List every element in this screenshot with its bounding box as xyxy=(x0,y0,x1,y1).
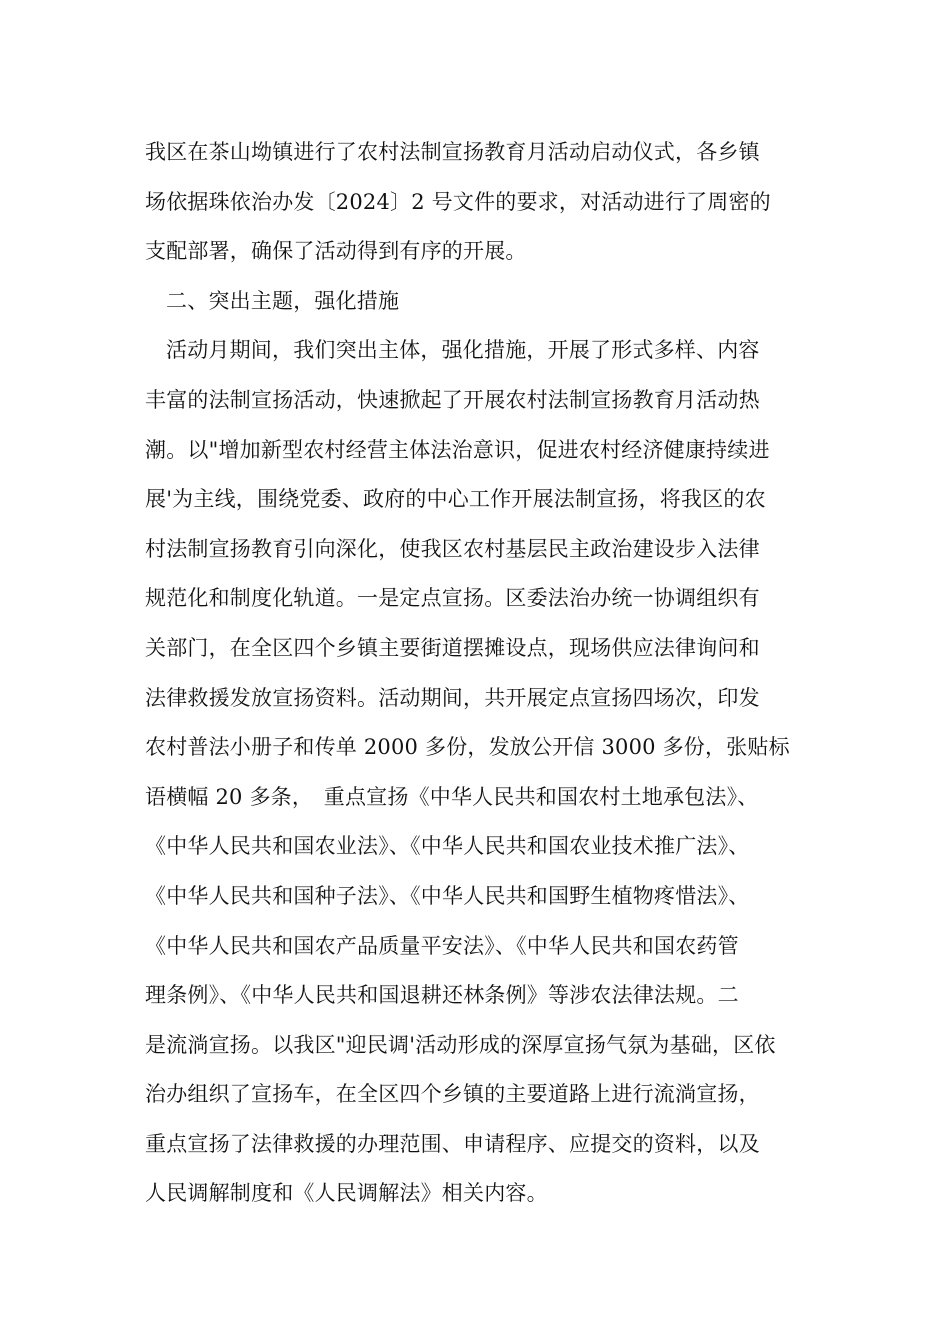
text-line: 展'为主线，围绕党委、政府的中心工作开展法制宣扬，将我区的农 xyxy=(145,487,766,512)
text-line: 农村普法小册子和传单 2000 多份，发放公开信 3000 多份，张贴标 xyxy=(145,735,790,760)
text-line: 《中华人民共和国农业法》、《中华人民共和国农业技术推广法》、 xyxy=(145,834,750,859)
text-line: 潮。以"增加新型农村经营主体法治意识，促进农村经济健康持续进 xyxy=(145,437,770,462)
text-line: 村法制宣扬教育引向深化，使我区农村基层民主政治建设步入法律 xyxy=(145,536,760,561)
text-line: 关部门，在全区四个乡镇主要街道摆摊设点，现场供应法律询问和 xyxy=(145,635,760,660)
text-line: 《中华人民共和国种子法》、《中华人民共和国野生植物疼惜法》、 xyxy=(145,883,750,908)
text-line: 法律救援发放宣扬资料。活动期间，共开展定点宣扬四场次，印发 xyxy=(145,685,760,710)
text-line: 是流淌宣扬。以我区"迎民调'活动形成的深厚宣扬气氛为基础，区依 xyxy=(145,1032,776,1057)
text-line: 场依据珠依治办发〔2024〕2 号文件的要求，对活动进行了周密的 xyxy=(145,189,771,214)
text-line: 丰富的法制宣扬活动，快速掀起了开展农村法制宣扬教育月活动热 xyxy=(145,387,760,412)
text-line: 治办组织了宣扬车，在全区四个乡镇的主要道路上进行流淌宣扬， xyxy=(145,1082,760,1107)
text-line: 规范化和制度化轨道。一是定点宣扬。区委法治办统一协调组织有 xyxy=(145,586,760,611)
text-line: 理条例》、《中华人民共和国退耕还林条例》等涉农法律法规。二 xyxy=(145,983,739,1008)
text-line: 活动月期间，我们突出主体，强化措施，开展了形式多样、内容 xyxy=(166,338,760,363)
section-heading: 二、突出主题，强化措施 xyxy=(166,288,400,313)
text-line: 语横幅 20 多条， 重点宣扬《中华人民共和国农村土地承包法》、 xyxy=(145,784,759,809)
text-line: 重点宣扬了法律救援的办理范围、申请程序、应提交的资料，以及 xyxy=(145,1131,760,1156)
text-line: 我区在茶山坳镇进行了农村法制宣扬教育月活动启动仪式，各乡镇 xyxy=(145,140,760,164)
document-body xyxy=(145,128,835,1219)
text-line: 《中华人民共和国农产品质量平安法》、《中华人民共和国农药管 xyxy=(145,933,739,958)
text-line: 支配部署，确保了活动得到有序的开展。 xyxy=(145,239,527,264)
text-line: 人民调解制度和《人民调解法》相关内容。 xyxy=(145,1181,548,1206)
